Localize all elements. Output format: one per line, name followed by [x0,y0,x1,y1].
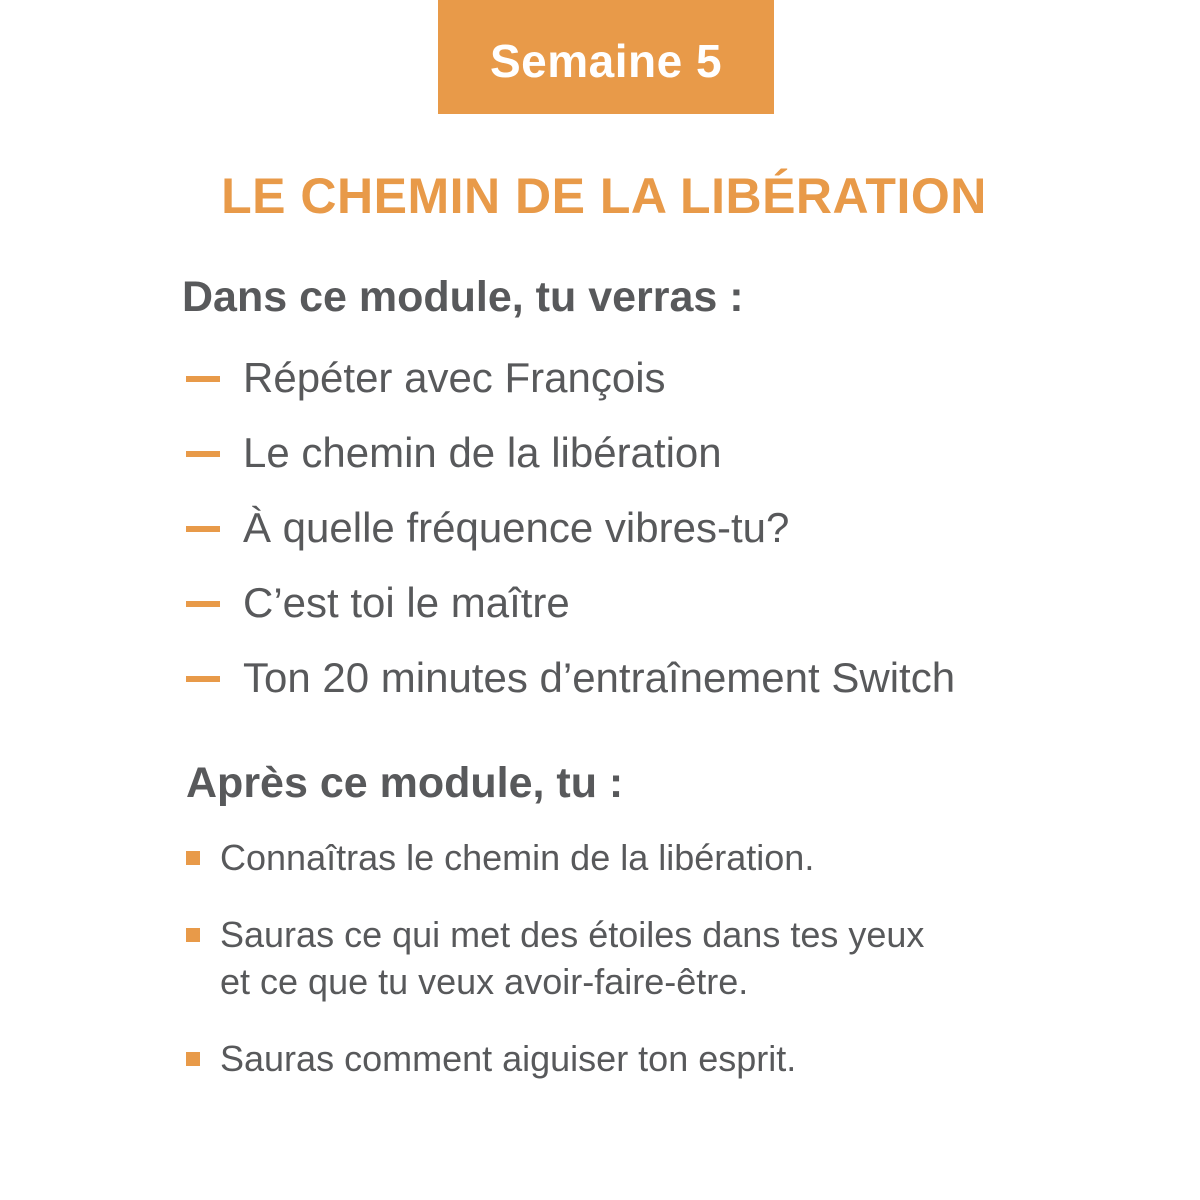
learn-item-text: Répéter avec François [243,354,666,401]
learn-item-text: Ton 20 minutes d’entraînement Switch [243,654,956,701]
learn-list-item [186,340,955,415]
learn-list-item [186,565,955,640]
week-label: Semaine 5 [489,35,723,87]
outcomes-list [186,834,924,1112]
learn-item-text: Le chemin de la libération [243,429,722,476]
square-bullet-icon [186,1052,200,1066]
outcomes-heading: Après ce module, tu : [186,759,624,807]
dash-bullet-icon [186,526,220,532]
outcome-item-text [220,834,814,881]
outcome-list-item [186,911,924,1005]
outcome-list-item [186,1035,924,1082]
outcome-line: Connaîtras le chemin de la libération. [220,837,815,878]
learn-list-item [186,490,955,565]
dash-bullet-icon [186,601,220,607]
outcome-line: et ce que tu veux avoir-faire-être. [220,961,749,1002]
square-bullet-icon [186,928,200,942]
learn-heading: Dans ce module, tu verras : [182,273,744,321]
learn-list-item [186,640,955,715]
learn-item-text: C’est toi le maître [243,579,570,626]
learn-list-item [186,415,955,490]
outcome-item-text [220,911,924,1005]
learn-list [186,340,955,715]
outcome-item-text [220,1035,796,1082]
dash-bullet-icon [186,451,220,457]
learn-item-text: À quelle fréquence vibres-tu? [243,504,790,551]
week-banner [438,0,774,114]
square-bullet-icon [186,851,200,865]
dash-bullet-icon [186,376,220,382]
outcome-line: Sauras comment aiguiser ton esprit. [220,1038,797,1079]
outcome-line: Sauras ce qui met des étoiles dans tes yeux [220,914,925,955]
outcome-list-item [186,834,924,881]
dash-bullet-icon [186,676,220,682]
page-title: LE CHEMIN DE LA LIBÉRATION [221,167,987,224]
